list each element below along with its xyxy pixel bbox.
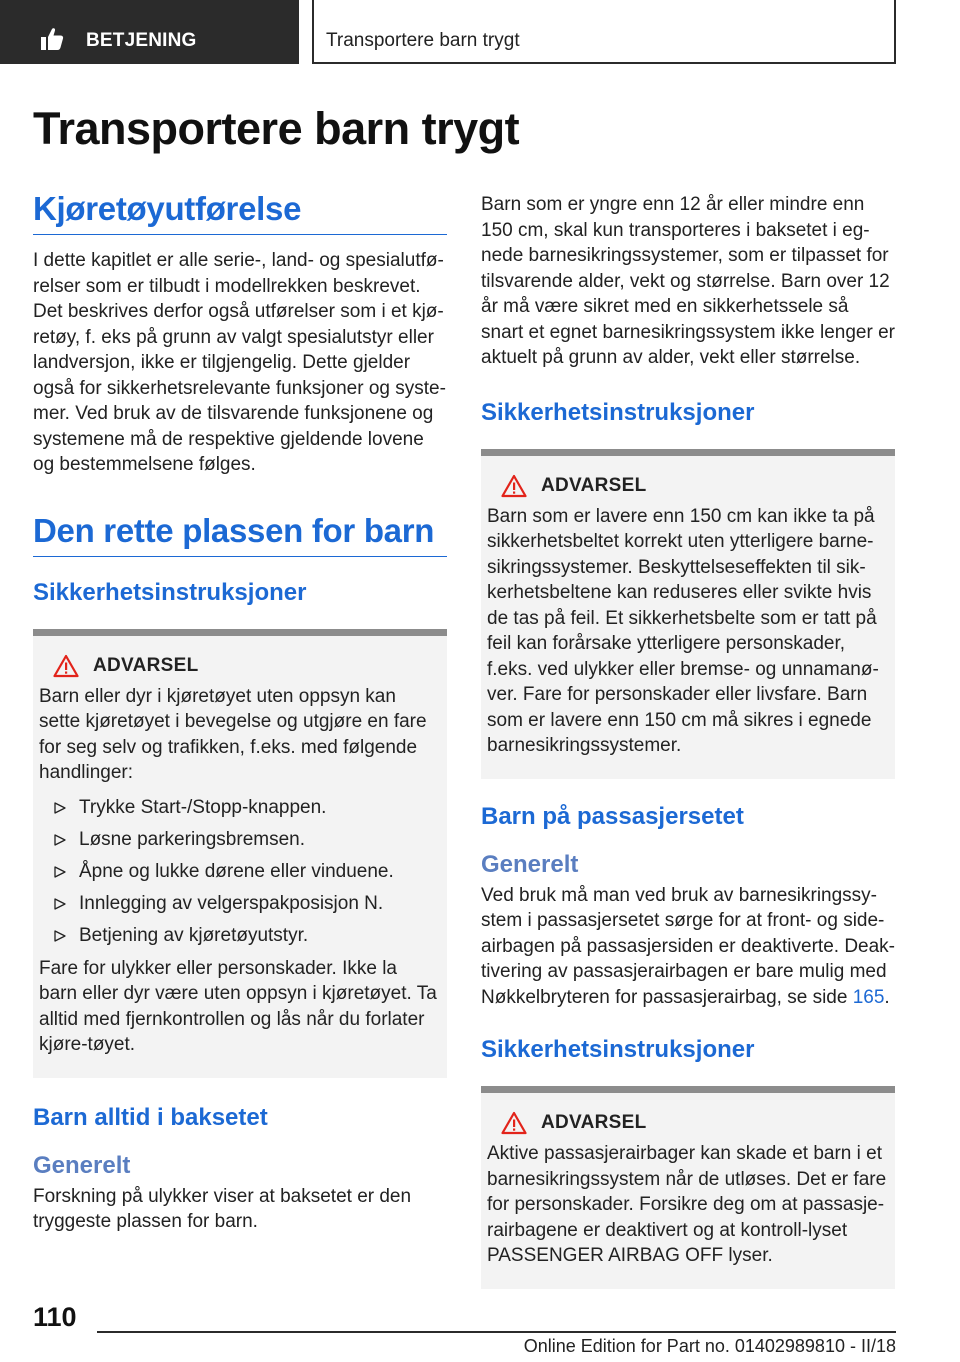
warning-label: ADVARSEL	[541, 474, 647, 496]
page-header	[0, 0, 960, 66]
heading-passenger-seat: Barn på passasjersetet	[481, 802, 744, 830]
heading-safety-instructions: Sikkerhetsinstruksjoner	[33, 578, 307, 606]
footer-edition: Online Edition for Part no. 01402989810 - II/18	[523, 1336, 896, 1356]
warning-label: ADVARSEL	[93, 654, 199, 676]
triangle-right-icon	[53, 865, 67, 879]
warning-box	[481, 1086, 895, 1289]
list-item	[39, 888, 439, 920]
general-text-end: .	[884, 986, 890, 1008]
footer-divider	[97, 1331, 896, 1333]
chapter-label: BETJENING	[86, 30, 197, 51]
left-column	[33, 190, 447, 1235]
warning-label: ADVARSEL	[541, 1112, 647, 1133]
heading-safety-instructions: Sikkerhetsinstruksjoner	[481, 398, 755, 426]
heading-general: Generelt	[481, 850, 579, 878]
heading-safety-instructions: Sikkerhetsinstruksjoner	[481, 1036, 755, 1063]
list-item	[39, 824, 439, 856]
page-link[interactable]: 165	[852, 986, 885, 1008]
right-column	[481, 192, 895, 1289]
heading-vehicle-version: Kjøretøyutførelse	[33, 190, 447, 235]
heading-right-place: Den rette plassen for barn	[33, 512, 447, 557]
list-item-text: Innlegging av velgerspakposisjon N.	[79, 892, 384, 914]
list-item-text: Trykke Start-/Stopp-knappen.	[79, 796, 327, 818]
heading-backseat: Barn alltid i baksetet	[33, 1103, 268, 1131]
vehicle-version-text: I dette kapitlet er alle serie-, land- og spesialutfø-relser som er tilbudt i modellrekken beskrevet. Det beskrives derfor også utførelser som i et kjø-retøy, f. eks på grunn av valgt spesialutstyr eller landversjon, ikke er tilgjengelig. Dette gjelder også for sikkerhetsrelevante funksjoner og syste-mer. Ved bruk av de tilsvarende funksjonene og systemene må de respektive gjeldende lovene og bestemmelsene følges.	[33, 250, 446, 475]
list-item-text: Løsne parkeringsbremsen.	[79, 828, 305, 850]
intro-text: Barn som er yngre enn 12 år eller mindre enn 150 cm, skal kun transporteres i baksetet i eg-nede barnesikringssystemer, som er tilpasset for tilsvarende alder, vekt og størrelse. Barn over 12 år må være sikret med en sikkerhetssele så snart et egnet barnesikringssystem ikke lenger er aktuelt på grunn av alder, vekt eller størrelse.	[481, 194, 895, 368]
hand-pointer-icon	[38, 27, 66, 51]
warning-header	[53, 654, 439, 678]
page-number: 110	[33, 1302, 77, 1332]
warning-box	[481, 449, 895, 779]
triangle-right-icon	[53, 801, 67, 815]
list-item-text: Betjening av kjøretøyutstyr.	[79, 924, 309, 946]
list-item	[39, 792, 439, 824]
warning-header	[501, 474, 887, 498]
passenger-general-text	[481, 883, 895, 1011]
triangle-right-icon	[53, 833, 67, 847]
list-item	[39, 920, 439, 952]
heading-general: Generelt	[33, 1151, 131, 1179]
triangle-right-icon	[53, 897, 67, 911]
warning-text: Barn som er lavere enn 150 cm kan ikke ta på sikkerhetsbeltet korrekt uten ytterligere barne-sikringssystemer. Beskyttelseseffekten til sik-kerhetsbeltene kan reduseres eller svikte hvis de tas på feil. Et sikkerhetsbelte som er tatt på feil kan forårsake ytterligere personskader, f.eks. ved ulykker eller bremse- og unnamanø-ver. Fare for personskader eller livsfare. Barn som er lavere enn 150 cm må sikres i egnede barnesikringssystemer.	[487, 505, 879, 756]
list-item	[39, 856, 439, 888]
warning-header	[501, 1111, 887, 1135]
warning-text: Aktive passasjerairbager kan skade et barn i et barnesikringssystem når de utløses. Det er fare for personskader. Forsikre deg om at passasje-rairbagene er deaktivert og at kontroll-lyset PASSENGER AIRBAG OFF lyser.	[487, 1143, 887, 1266]
warning-triangle-icon	[501, 1111, 527, 1135]
general-text: Forskning på ulykker viser at baksetet er den tryggeste plassen for barn.	[33, 1185, 412, 1232]
general-text: Ved bruk må man ved bruk av barnesikringssy-stem i passasjersetet sørge for at front- og side-airbagen på passasjersiden er deaktiverte. Deak-tivering av passasjerairbagen er bare mulig med Nøkkelbryteren for passasjerairbag, se side	[481, 884, 896, 1008]
chapter-tab[interactable]	[0, 0, 299, 64]
warning-triangle-icon	[53, 654, 79, 678]
section-tab[interactable]	[312, 0, 896, 64]
warning-intro: Barn eller dyr i kjøretøyet uten oppsyn kan sette kjøretøyet i bevegelse og utgjøre en fare for seg selv og trafikken, f.eks. med følgende handlinger:	[39, 685, 427, 783]
warning-outro: Fare for ulykker eller personskader. Ikke la barn eller dyr være uten oppsyn i kjøretøyet. Ta alltid med fjernkontrollen og lås når du forlater kjøre-tøyet.	[39, 957, 437, 1055]
list-item-text: Åpne og lukke dørene eller vinduene.	[79, 860, 394, 882]
triangle-right-icon	[53, 929, 67, 943]
warning-triangle-icon	[501, 474, 527, 498]
page-title: Transportere barn trygt	[33, 103, 520, 154]
section-label: Transportere barn trygt	[326, 30, 520, 51]
warning-list	[39, 792, 439, 952]
warning-box	[33, 629, 447, 1078]
